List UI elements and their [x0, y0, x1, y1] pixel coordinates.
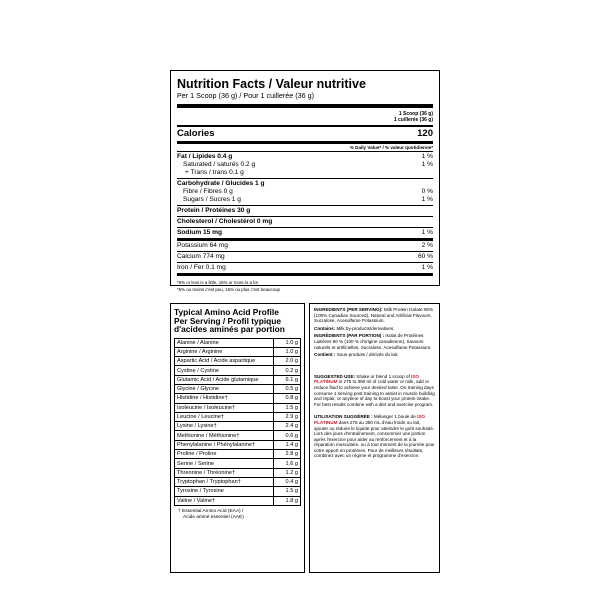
amino-value: 1.0 g: [274, 338, 301, 347]
iron-label: Iron / Fer 0.1 mg: [177, 264, 226, 271]
spacer: [314, 360, 435, 374]
calories-row: [177, 127, 433, 141]
amino-name: Valine / Valine†: [175, 496, 274, 505]
ingredients-en-label: INGREDIENTS (PER SERVING):: [314, 307, 383, 312]
amino-value: 1.0 g: [274, 347, 301, 356]
column-header-en: 1 Scoop (36 g): [398, 111, 433, 117]
sodium-dv: 1 %: [421, 229, 433, 236]
potassium-row: [177, 241, 433, 251]
calcium-dv: 60 %: [417, 253, 433, 260]
carb-group: [177, 179, 433, 205]
amino-name: Lysine / Lysine†: [175, 422, 274, 431]
amino-row: [175, 357, 301, 366]
amino-row: [175, 459, 301, 468]
amino-value: 2.9 g: [274, 412, 301, 421]
amino-value: 2.0 g: [274, 357, 301, 366]
sugars-dv: 1 %: [421, 196, 433, 203]
amino-row: [175, 412, 301, 421]
sugars-label: Sugars / Sucres 1 g: [183, 196, 241, 203]
amino-footnote-fr: Acide aminé essentiel (AAE): [183, 514, 244, 520]
amino-footnote: [174, 509, 301, 521]
amino-row: [175, 403, 301, 412]
amino-name: Proline / Proline: [175, 450, 274, 459]
calcium-label: Calcium 774 mg: [177, 253, 225, 260]
potassium-label: Potassium 64 mg: [177, 242, 228, 249]
fibre-label: Fibre / Fibres 0 g: [183, 188, 233, 195]
contient-label: Contient :: [314, 352, 336, 358]
daily-value-header: % Daily Value* / % valeur quotidienne*: [349, 145, 433, 150]
trans-label: + Trans / trans 0.1 g: [185, 169, 244, 176]
amino-title-line: Per Serving / Profil typique: [174, 315, 282, 326]
cholesterol-row: [177, 217, 433, 227]
cholesterol-label: Cholesterol / Cholestérol 0 mg: [177, 218, 273, 225]
suggested-use-fr: [314, 414, 435, 459]
amino-name: Glycine / Glycine: [175, 384, 274, 393]
contains-label: Contains:: [314, 325, 336, 331]
amino-name: Serine / Serine: [175, 459, 274, 468]
amino-name: Tyrosine / Tyrosine: [175, 487, 274, 496]
amino-name: Phenylalanine / Phénylalanine†: [175, 440, 274, 449]
amino-value: 1.4 g: [274, 440, 301, 449]
ingredients-fr-text: Isolat de Protéines Laitières 90 % (100 % d'origine canadienne), Saveurs naturels et artificielles, Sucralose, Acesulfame Potassium.: [314, 333, 432, 350]
trans-row: [177, 169, 433, 177]
amino-row: [175, 338, 301, 347]
sodium-row: [177, 228, 433, 238]
utilisation-text: dans 275 au 350 mL d'eau froide ou lait, ajouter ou réduire le liquide pour atteindre le goût souhaité. Lors des jours d'entraînement, consommer une portion après l'exercice pour aider au renforcement et à la réparation musculaire, ou à tout moment de la journée pour votre apport en protéines. Pour de meilleurs résultats, combinez avec un régime et programme d'exercice.: [314, 419, 435, 459]
brand-name: ISO PLATINUM: [314, 414, 425, 425]
amino-value: 2.8 g: [274, 450, 301, 459]
amino-name: Aspartic Acid / Acide aspartique: [175, 357, 274, 366]
amino-name: Methionine / Méthionine†: [175, 431, 274, 440]
protein-label: Protein / Protéines 30 g: [177, 207, 251, 214]
sugars-row: [177, 196, 433, 204]
amino-row: [175, 422, 301, 431]
utilisation-text: Mélanger 1 boule de: [372, 414, 418, 420]
amino-row: [175, 384, 301, 393]
fat-group: [177, 152, 433, 178]
sat-trans-dv: 1 %: [421, 161, 433, 168]
footnote-fr: *5% ou moins c'est peu, 15% ou plus c'est beaucoup: [177, 286, 280, 292]
column-header: [177, 108, 433, 125]
amino-value: 1.2 g: [274, 468, 301, 477]
serving-size: Per 1 Scoop (36 g) / Pour 1 cuillerée (36 g): [177, 91, 315, 100]
amino-value: 1.8 g: [274, 496, 301, 505]
amino-row: [175, 487, 301, 496]
protein-row: [177, 206, 433, 216]
contient-text: Sous-produits / dérivés du lait.: [335, 352, 399, 358]
iron-dv: 1 %: [421, 264, 433, 271]
carb-row: [177, 180, 433, 188]
amino-title: [174, 308, 301, 334]
amino-title-line: Typical Amino Acid Profile: [174, 307, 279, 317]
calcium-row: [177, 252, 433, 262]
ingredients-fr-label: INGRÉDIENTS (PAR PORTION) :: [314, 333, 385, 339]
brand-name: ISO PLATINUM: [314, 373, 419, 385]
amino-row: [175, 440, 301, 449]
amino-value: 0.8 g: [274, 394, 301, 403]
amino-value: 0.4 g: [274, 477, 301, 486]
amino-row: [175, 477, 301, 486]
amino-footnote-en: † Essential Amino Acid (EAA) /: [178, 508, 244, 514]
amino-value: 0.2 g: [274, 366, 301, 375]
nutrition-title: Nutrition Facts / Valeur nutritive: [177, 77, 366, 91]
nutrition-facts-panel: [170, 70, 440, 292]
ingredients-en-text: Milk Protein Isolate 90% (100% Canadian Sourced), Natural and Artificial Flavours, Sucralose, Acesulfame Potassium.: [314, 307, 434, 324]
utilisation-label: UTILISATION SUGGÉRÉE :: [314, 414, 373, 420]
contains-en: [314, 326, 435, 332]
ingredients-panel: [309, 303, 440, 573]
amino-row: [175, 496, 301, 505]
iron-row: [177, 263, 433, 273]
carb-label: Carbohydrate / Glucides 1 g: [177, 180, 265, 187]
amino-row: [175, 450, 301, 459]
amino-name: Threonine / Thréonine†: [175, 468, 274, 477]
amino-title-line: d'acides aminés par portion: [174, 324, 285, 334]
fat-label: Fat / Lipides 0.4 g: [177, 153, 233, 160]
amino-name: Arginine / Arginine: [175, 347, 274, 356]
saturated-row: [177, 161, 433, 169]
suggested-use-text: Shake or blend 1 scoop of: [355, 373, 412, 379]
amino-name: Tryptophan / Tryptophan†: [175, 477, 274, 486]
amino-row: [175, 468, 301, 477]
amino-value: 1.5 g: [274, 403, 301, 412]
suggested-use-text: in 275 to 350 ml of cold water or milk, add or reduce fluid to achieve your desired taste. On training days consume 1 serving post training to assist in muscle building and repair, or anytime of day to boost your protein intake. For best results combine with a diet and exercise program.: [314, 379, 435, 407]
amino-value: 6.1 g: [274, 375, 301, 384]
amino-acid-panel: [170, 303, 305, 573]
amino-value: 1.6 g: [274, 459, 301, 468]
amino-value: 2.4 g: [274, 422, 301, 431]
amino-name: Alanine / Alanine: [175, 338, 274, 347]
contains-fr: [314, 352, 435, 358]
amino-row: [175, 366, 301, 375]
suggested-use-label: SUGGESTED USE:: [314, 373, 356, 379]
potassium-dv: 2 %: [421, 242, 433, 249]
fibre-dv: 0 %: [421, 188, 433, 195]
ingredients-fr: [314, 333, 435, 350]
amino-row: [175, 375, 301, 384]
amino-row: [175, 431, 301, 440]
suggested-use-en: [314, 374, 435, 408]
amino-name: Glutamic Acid / Acide glutamique: [175, 375, 274, 384]
amino-name: Histidine / Histidine†: [175, 394, 274, 403]
amino-value: 0.6 g: [274, 431, 301, 440]
amino-name: Cystine / Cystine: [175, 366, 274, 375]
fibre-row: [177, 188, 433, 196]
contains-text: Milk by-products/derivatives.: [335, 325, 395, 331]
ingredients-en: [314, 307, 435, 324]
amino-value: 1.5 g: [274, 487, 301, 496]
calories-value: 120: [417, 128, 433, 139]
amino-name: Leucine / Leucine†: [175, 412, 274, 421]
nutrition-footnote: [177, 280, 433, 293]
sodium-label: Sodium 15 mg: [177, 229, 223, 236]
amino-row: [175, 347, 301, 356]
column-header-fr: 1 cuillerée (36 g): [393, 117, 433, 123]
amino-row: [175, 394, 301, 403]
calories-label: Calories: [177, 128, 215, 139]
amino-name: Isoleucine / Isoleucine†: [175, 403, 274, 412]
amino-table: [174, 338, 301, 506]
footnote-en: *5% or less is a little, 15% or more is a lot: [177, 280, 258, 285]
fat-dv: 1 %: [421, 153, 433, 160]
saturated-label: Saturated / saturés 0.2 g: [183, 161, 256, 168]
fat-row: [177, 153, 433, 161]
amino-value: 0.5 g: [274, 384, 301, 393]
